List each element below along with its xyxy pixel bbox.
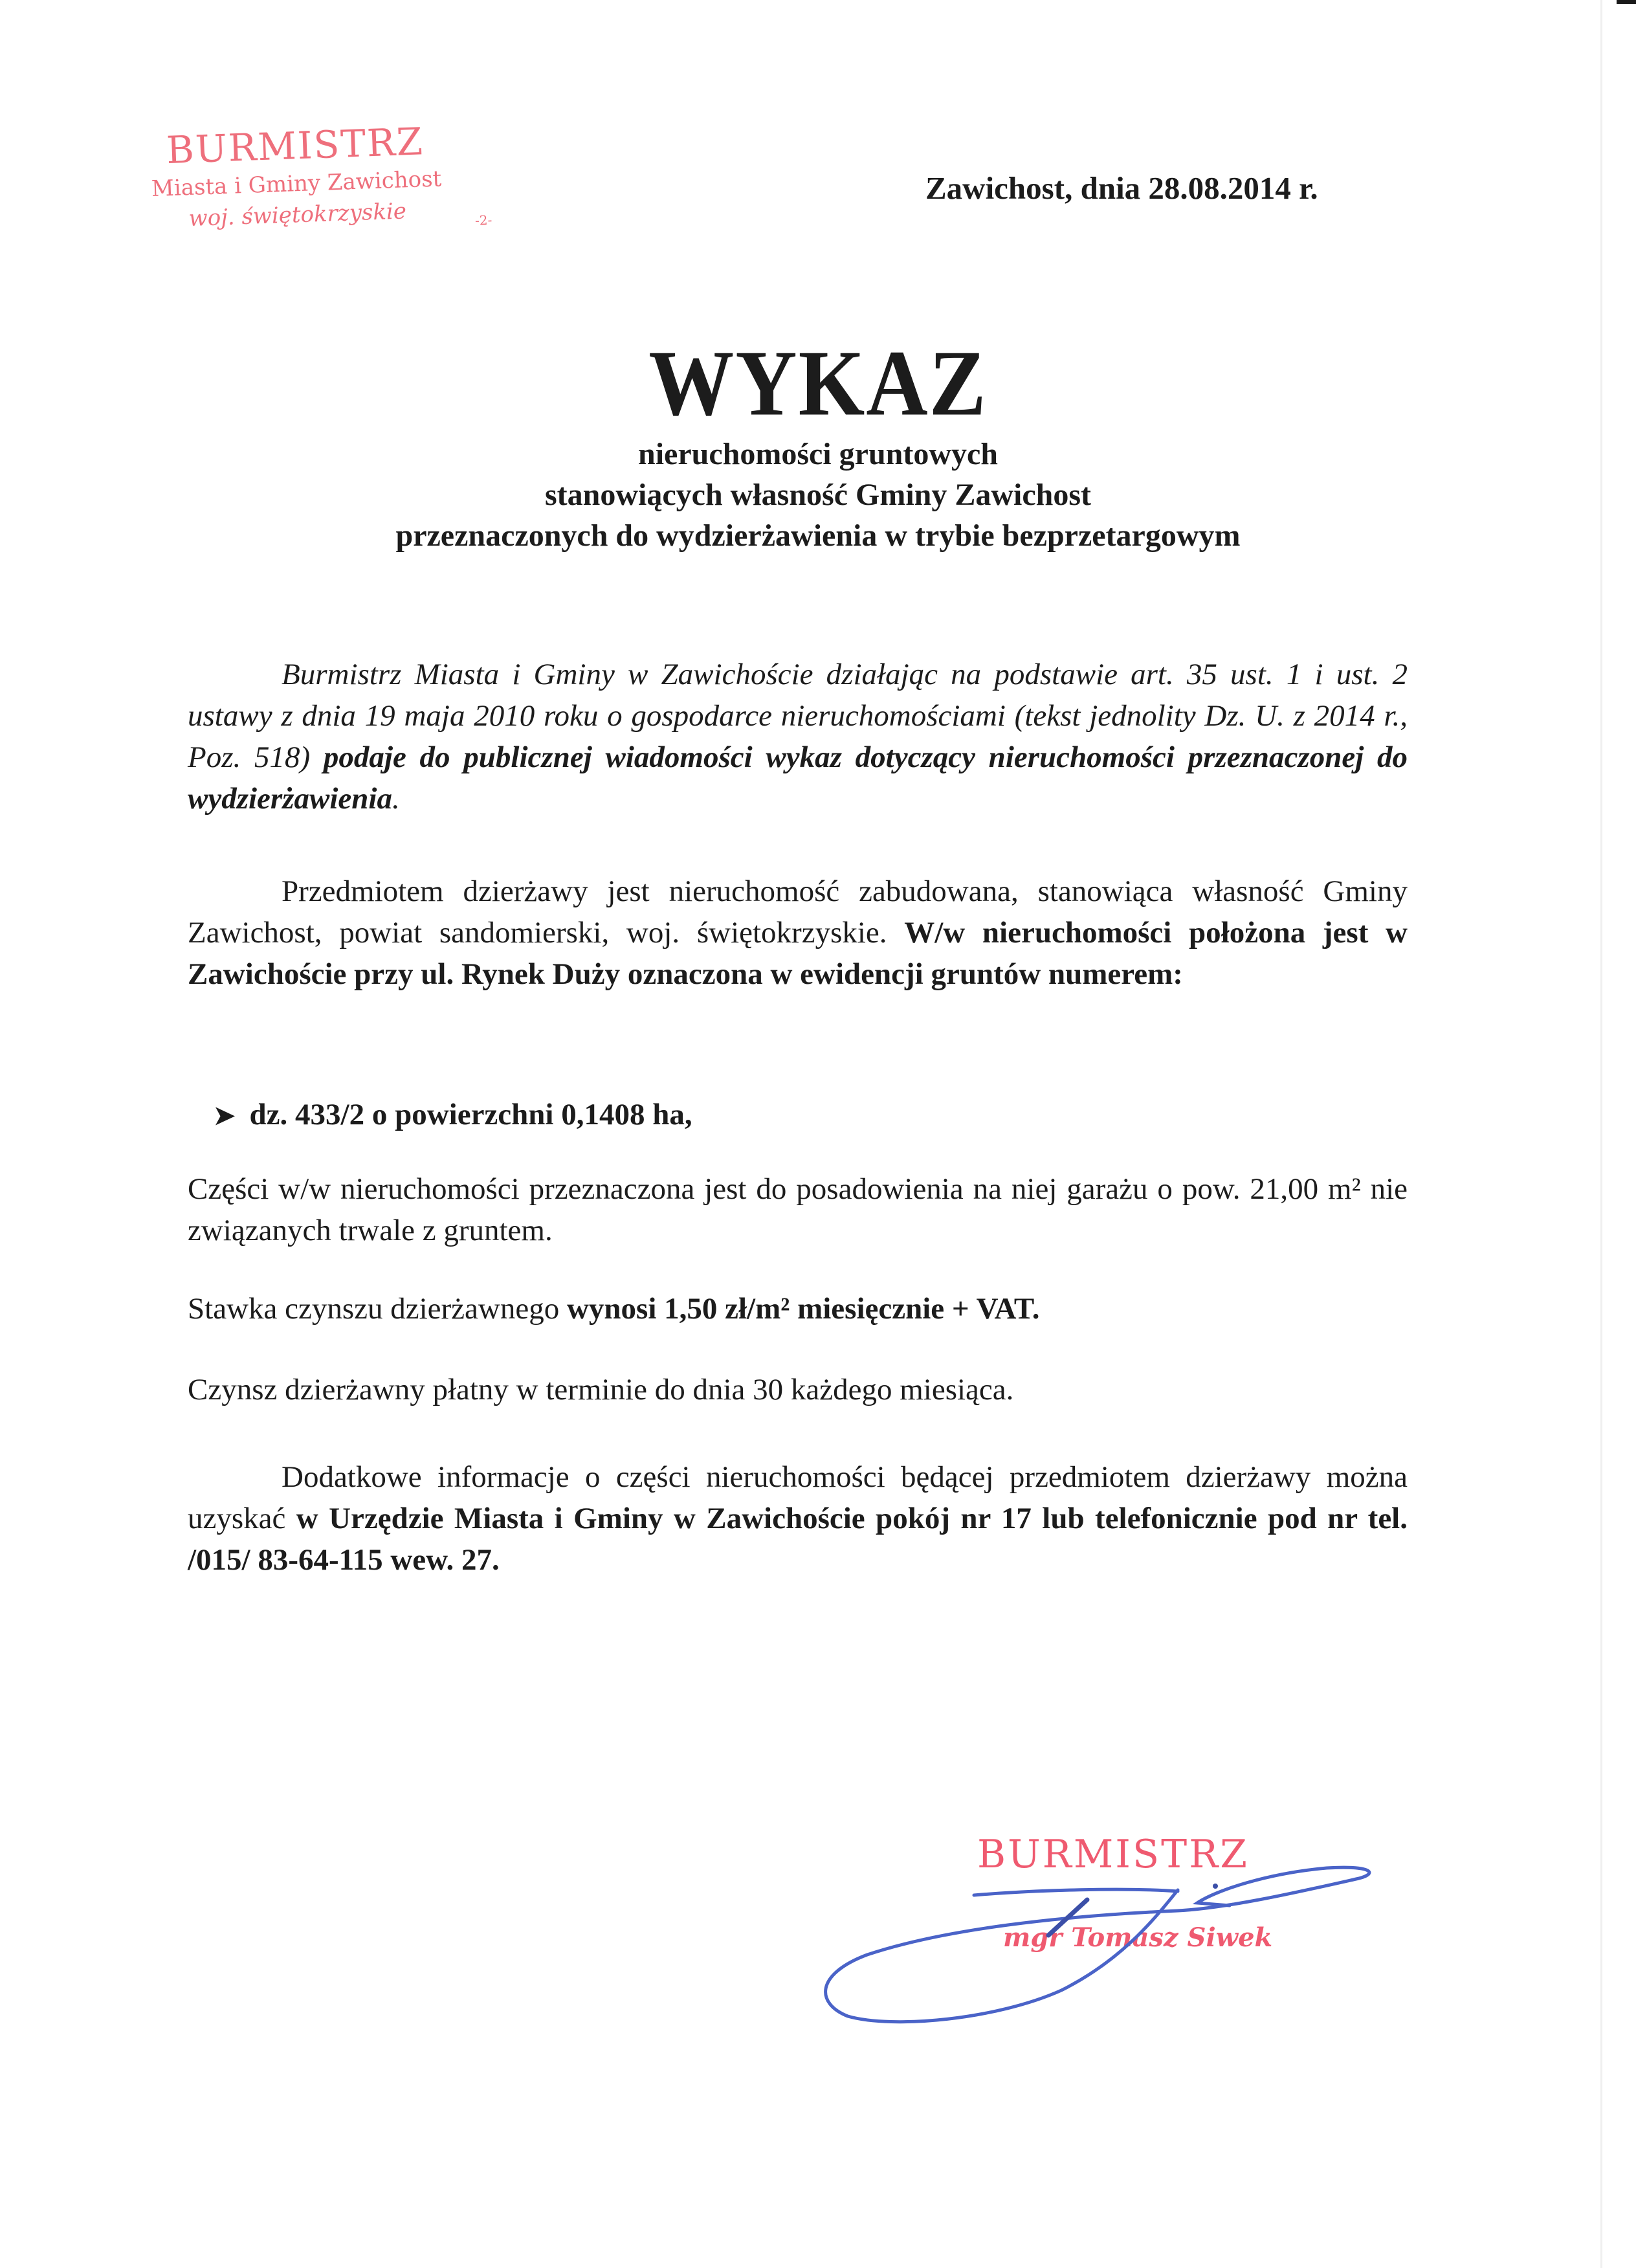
scan-edge bbox=[1617, 0, 1636, 4]
purpose-paragraph: Części w/w nieruchomości przeznaczona jest do posadowienia na niej garażu o pow. 21,00 m² nie związanych trwale z gruntem. bbox=[188, 1172, 1408, 1247]
arrow-bullet-icon: ➤ bbox=[214, 1101, 236, 1130]
rate-text: Stawka czynszu dzierżawnego bbox=[188, 1292, 567, 1326]
subject-paragraph bbox=[188, 871, 1408, 995]
payment-paragraph: Czynsz dzierżawny płatny w terminie do dnia 30 każdego miesiąca. bbox=[188, 1373, 1014, 1406]
parcel-item bbox=[214, 1094, 1433, 1137]
signature-stamp-title: BURMISTRZ bbox=[977, 1832, 1249, 1877]
subtitle-line: nieruchomości gruntowych bbox=[638, 437, 998, 471]
subtitle-line: stanowiących własność Gminy Zawichost bbox=[544, 478, 1092, 512]
handwritten-signature bbox=[815, 1864, 1385, 2032]
intro-paragraph bbox=[188, 654, 1408, 819]
rate-value: wynosi 1,50 zł/m² miesięcznie + VAT. bbox=[566, 1292, 1040, 1326]
intro-text: Burmistrz Miasta i Gminy w Zawichoście działając na podstawie art. 35 ust. 1 i ust. 2 ustawy z dnia 19 maja 2010 roku o gospodarce nieruchomościami (tekst jednolity Dz. U. z 2014 r., Poz. 518) bbox=[188, 658, 1408, 774]
info-paragraph bbox=[188, 1456, 1408, 1581]
document-date: Zawichost, dnia 28.08.2014 r. bbox=[925, 170, 1318, 206]
stamp-region: woj. świętokrzyskie bbox=[188, 198, 407, 232]
stamp-title: BURMISTRZ bbox=[166, 119, 425, 173]
document-subtitle bbox=[0, 434, 1636, 556]
intro-end: . bbox=[392, 782, 400, 816]
document-title: WYKAZ bbox=[648, 330, 988, 436]
subtitle-line: przeznaczonych do wydzierżawienia w trybie bezprzetargowym bbox=[395, 518, 1241, 553]
signatory-name: mgr Tomasz Siwek bbox=[1003, 1922, 1273, 1953]
parcel-text: dz. 433/2 o powierzchni 0,1408 ha, bbox=[249, 1098, 692, 1131]
info-contact: w Urzędzie Miasta i Gminy w Zawichoście pokój nr 17 lub telefonicznie pod nr tel. /015/ 83-64-115 wew. 27. bbox=[188, 1502, 1408, 1577]
intro-emphasis: podaje do publicznej wiadomości wykaz dotyczący nieruchomości przeznaczonej do wydzierżawienia bbox=[188, 740, 1408, 816]
info-text: Dodatkowe informacje o części nieruchomości będącej przedmiotem dzierżawy można uzyskać bbox=[188, 1460, 1408, 1535]
rate-paragraph bbox=[188, 1288, 1408, 1329]
subject-text: Przedmiotem dzierżawy jest nieruchomość zabudowana, stanowiąca własność Gminy Zawichost, powiat sandomierski, woj. świętokrzyskie. bbox=[188, 874, 1408, 950]
stamp-office: Miasta i Gminy Zawichost bbox=[151, 166, 442, 202]
mayor-stamp-header bbox=[113, 117, 492, 236]
subject-location: W/w nieruchomości położona jest w Zawichoście przy ul. Rynek Duży oznaczona w ewidencji gruntów numerem: bbox=[188, 916, 1408, 991]
page-mark: -2- bbox=[474, 212, 492, 228]
